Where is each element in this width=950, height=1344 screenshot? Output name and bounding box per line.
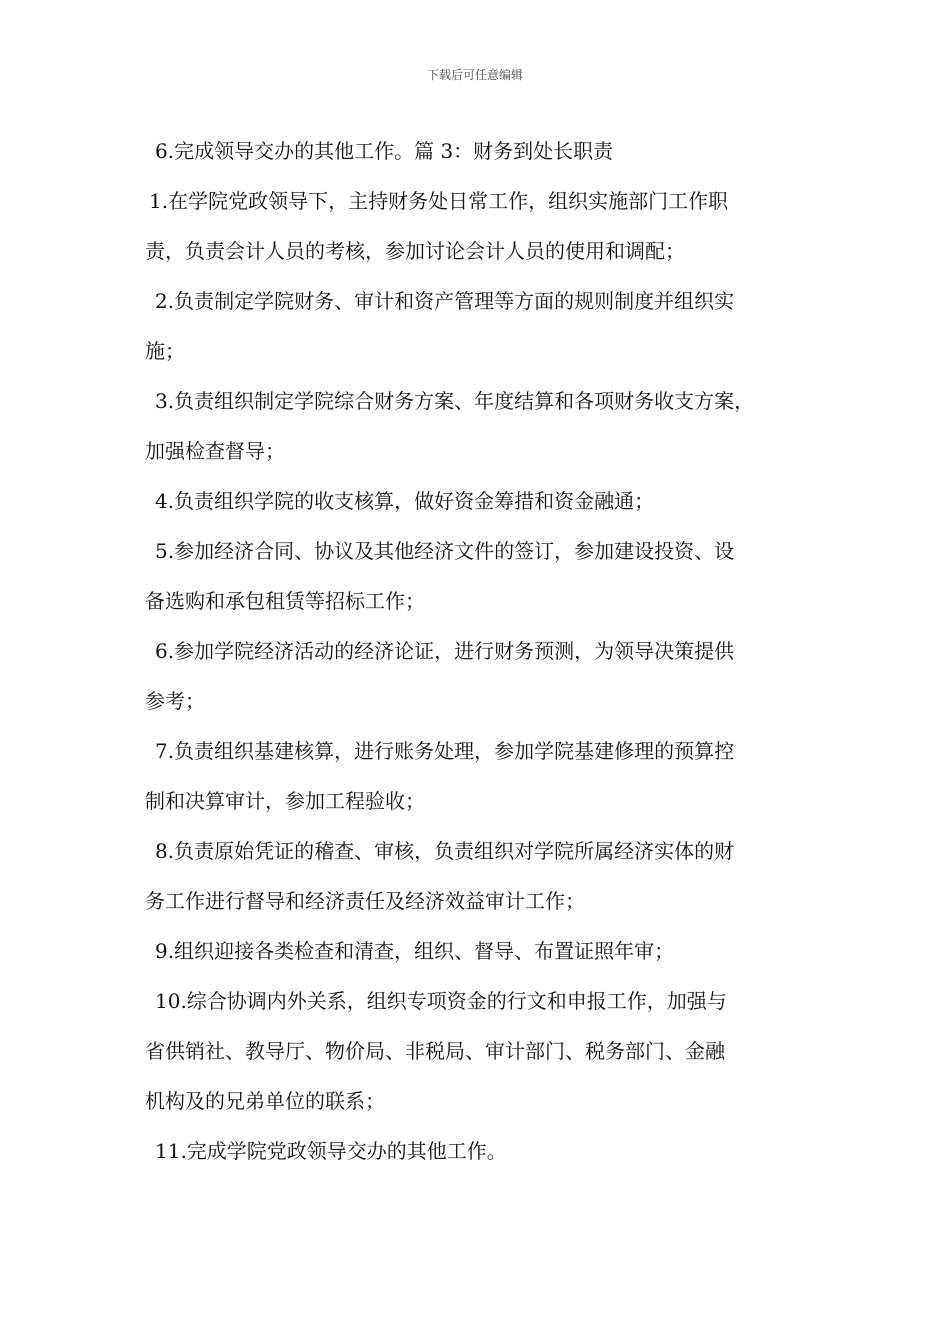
paragraph-line: 7.负责组织基建核算，进行账务处理，参加学院基建修理的预算控 — [155, 739, 735, 763]
paragraph-line: 5.参加经济合同、协议及其他经济文件的签订，参加建设投资、设 — [155, 539, 735, 563]
document-body — [145, 126, 825, 1176]
paragraph-line: 1.在学院党政领导下，主持财务处日常工作，组织实施部门工作职 — [149, 189, 729, 213]
paragraph-line: 8.负责原始凭证的稽查、审核，负责组织对学院所属经济实体的财 — [155, 839, 735, 863]
paragraph-line: 10.综合协调内外关系，组织专项资金的行文和申报工作，加强与 — [155, 989, 727, 1013]
paragraph-line: 11.完成学院党政领导交办的其他工作。 — [155, 1139, 507, 1163]
paragraph-line: 机构及的兄弟单位的联系； — [145, 1089, 385, 1113]
paragraph-line: 加强检查督导； — [145, 439, 285, 463]
paragraph-line: 省供销社、教导厅、物价局、非税局、审计部门、税务部门、金融 — [145, 1039, 725, 1063]
paragraph-line: 9.组织迎接各类检查和清查，组织、督导、布置证照年审； — [155, 939, 675, 963]
paragraph-line: 4.负责组织学院的收支核算，做好资金筹措和资金融通； — [155, 489, 655, 513]
paragraph-line: 3.负责组织制定学院综合财务方案、年度结算和各项财务收支方案， — [155, 389, 755, 413]
paragraph-line: 备选购和承包租赁等招标工作； — [145, 589, 425, 613]
paragraph-line: 参考； — [145, 689, 205, 713]
paragraph-line: 施； — [145, 339, 185, 363]
paragraph-line: 6.参加学院经济活动的经济论证，进行财务预测，为领导决策提供 — [155, 639, 735, 663]
page-header: 下载后可任意编辑 — [426, 68, 523, 82]
paragraph-line: 制和决算审计，参加工程验收； — [145, 789, 425, 813]
paragraph-line: 务工作进行督导和经济责任及经济效益审计工作； — [145, 889, 585, 913]
paragraph-line: 6.完成领导交办的其他工作。篇 3：财务到处长职责 — [155, 139, 614, 163]
paragraph-line: 责，负责会计人员的考核，参加讨论会计人员的使用和调配； — [145, 239, 685, 263]
paragraph-line: 2.负责制定学院财务、审计和资产管理等方面的规则制度并组织实 — [155, 289, 735, 313]
